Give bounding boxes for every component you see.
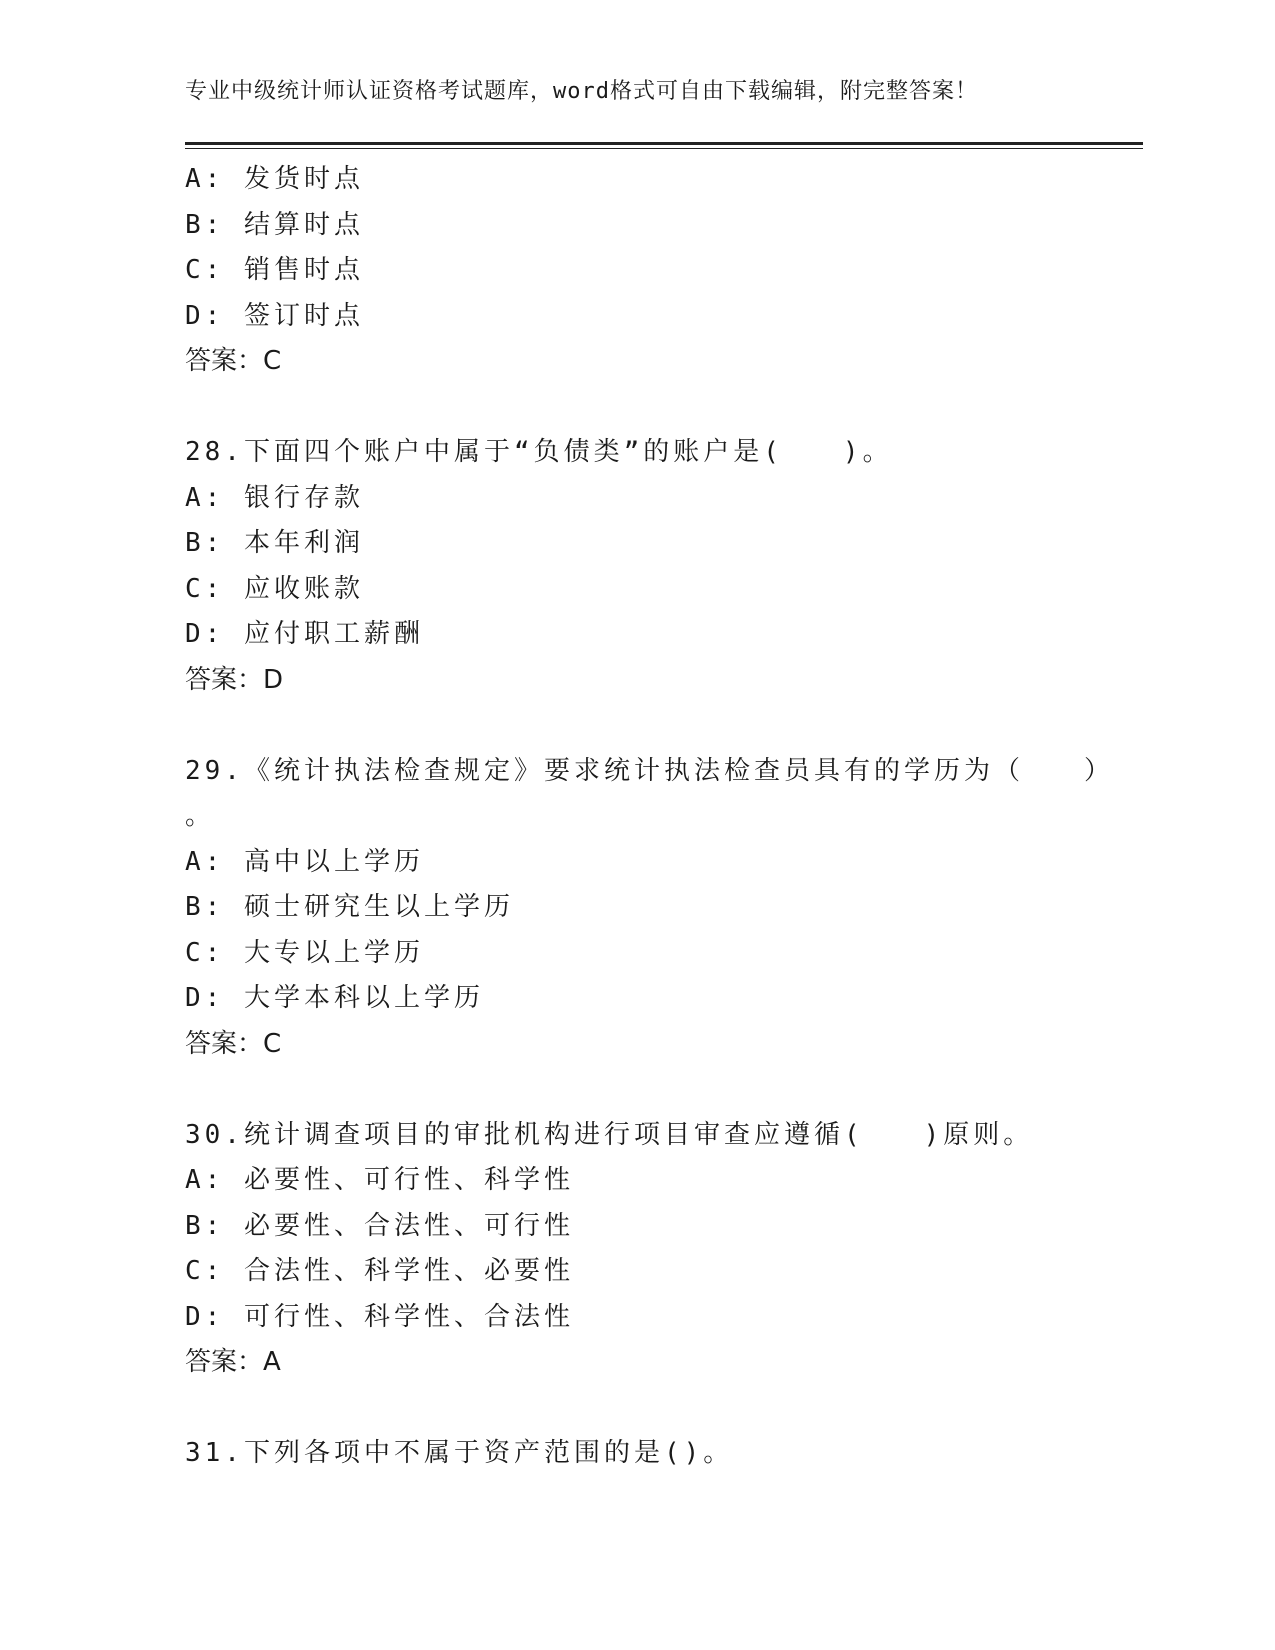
question-block-31 bbox=[185, 1431, 1085, 1477]
option-b: B: 必要性、合法性、可行性 bbox=[185, 1210, 574, 1241]
option-c: C: 大专以上学历 bbox=[185, 937, 424, 968]
answer: 答案：C bbox=[185, 346, 282, 376]
option-d: D: 签订时点 bbox=[185, 300, 364, 331]
question-block-27 bbox=[185, 157, 1085, 385]
option-d: D: 大学本科以上学历 bbox=[185, 983, 484, 1013]
spacer bbox=[185, 1067, 1085, 1113]
option-a: A: 发货时点 bbox=[185, 164, 364, 194]
question-content bbox=[185, 157, 1114, 1477]
spacer bbox=[185, 385, 1085, 431]
option-b: B: 本年利润 bbox=[185, 528, 364, 558]
option-b: B: 结算时点 bbox=[185, 209, 364, 240]
answer: 答案：A bbox=[185, 1347, 281, 1377]
option-c: C: 合法性、科学性、必要性 bbox=[185, 1256, 574, 1286]
page-header: 专业中级统计师认证资格考试题库，word格式可自由下载编辑，附完整答案！ bbox=[185, 79, 978, 104]
question-block-30 bbox=[185, 1113, 1085, 1386]
answer: 答案：C bbox=[185, 1028, 282, 1059]
question-text: 30.统计调查项目的审批机构进行项目审查应遵循( )原则。 bbox=[185, 1119, 1034, 1150]
spacer bbox=[185, 1386, 1085, 1432]
question-text: 31.下列各项中不属于资产范围的是()。 bbox=[185, 1438, 734, 1468]
option-c: C: 应收账款 bbox=[185, 573, 364, 604]
option-d: D: 应付职工薪酬 bbox=[185, 619, 424, 649]
question-block-29 bbox=[185, 749, 1114, 1068]
question-text: 28.下面四个账户中属于“负债类”的账户是( )。 bbox=[185, 437, 893, 467]
option-a: A: 高中以上学历 bbox=[185, 846, 424, 877]
header-rule-thin bbox=[185, 148, 1143, 149]
option-d: D: 可行性、科学性、合法性 bbox=[185, 1301, 574, 1332]
question-block-28 bbox=[185, 430, 1085, 703]
option-c: C: 销售时点 bbox=[185, 255, 364, 285]
question-text-continued: 。 bbox=[185, 801, 216, 831]
option-a: A: 必要性、可行性、科学性 bbox=[185, 1165, 574, 1195]
question-text: 29.《统计执法检查规定》要求统计执法检查员具有的学历为（ ） bbox=[185, 755, 1114, 786]
spacer bbox=[185, 703, 1085, 749]
header-rule-thick bbox=[185, 142, 1143, 145]
option-a: A: 银行存款 bbox=[185, 482, 364, 513]
option-b: B: 硕士研究生以上学历 bbox=[185, 892, 514, 922]
answer: 答案：D bbox=[185, 664, 284, 695]
